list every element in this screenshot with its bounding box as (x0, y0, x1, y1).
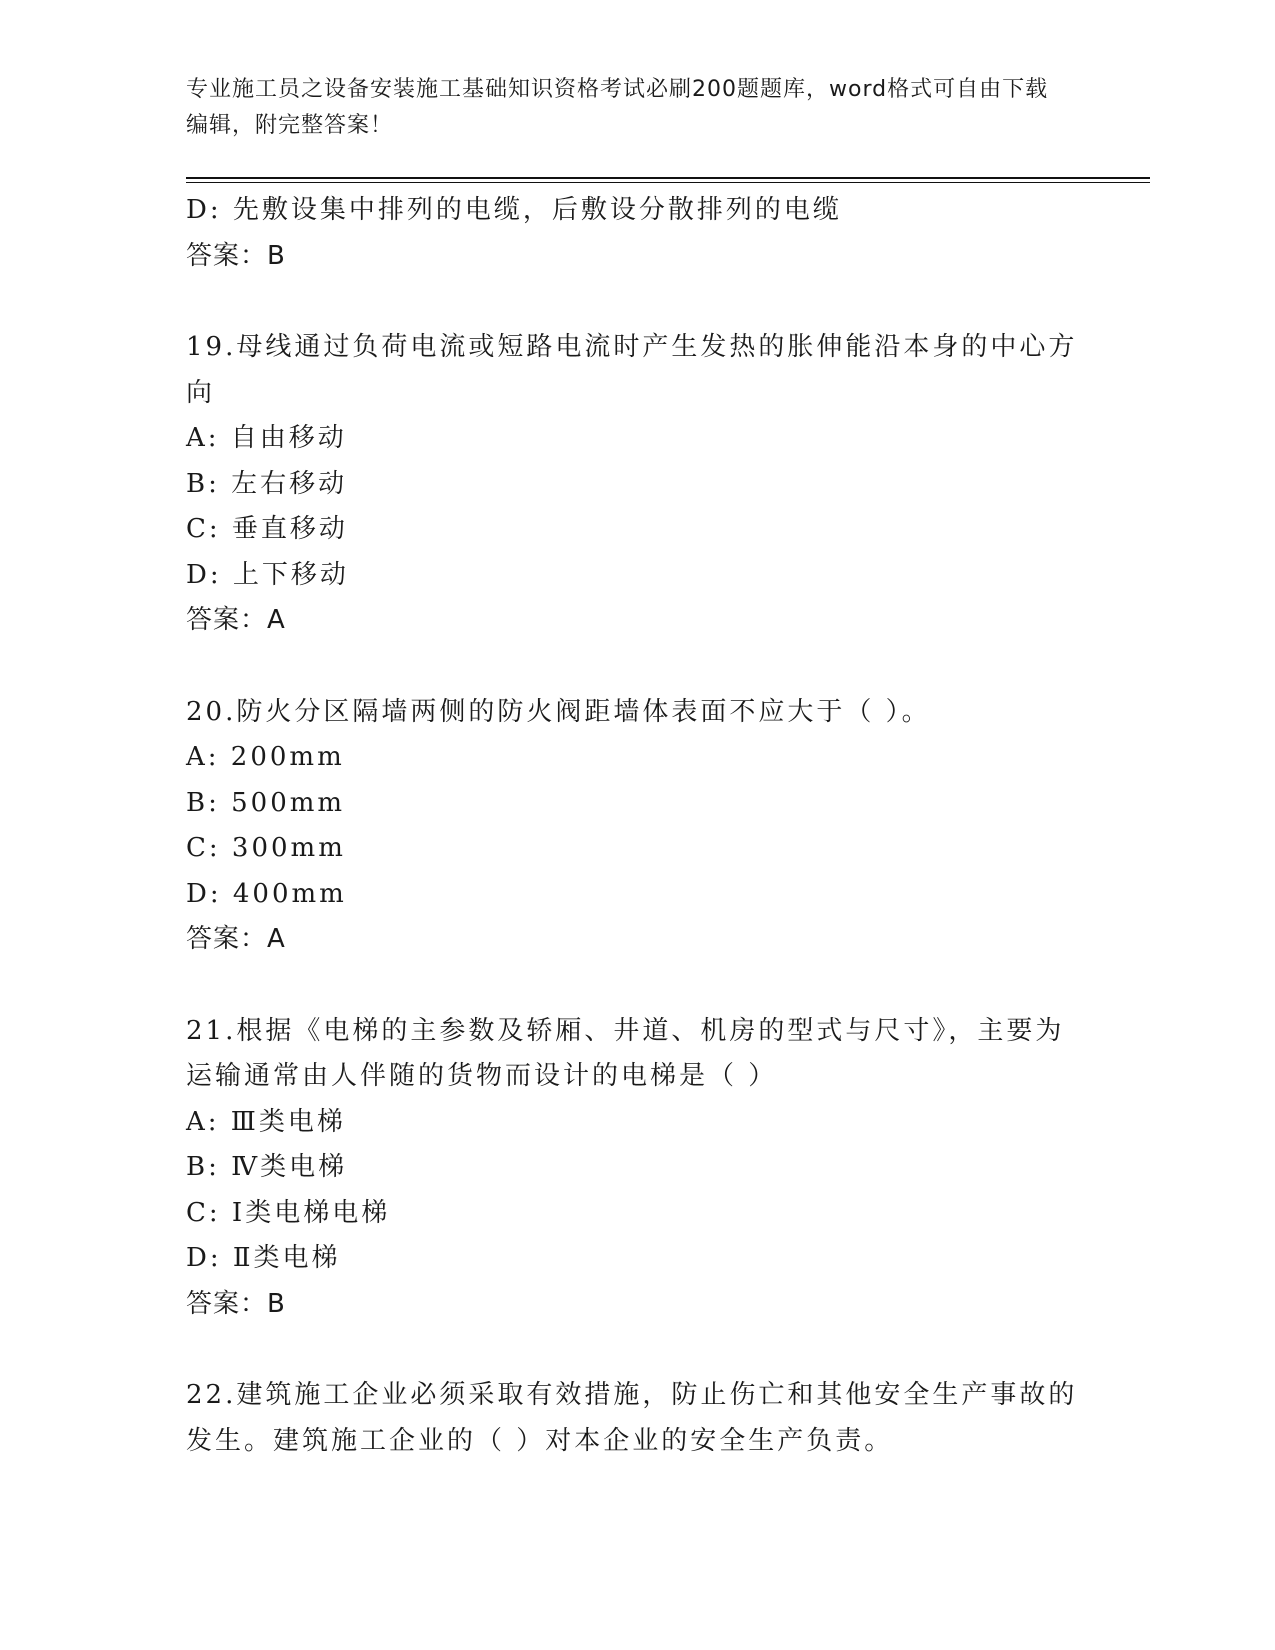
spacer (186, 644, 1076, 690)
option-a: A: 200mm (186, 742, 345, 772)
option-a: A: 自由移动 (186, 423, 347, 453)
question-text-continued: 向 (186, 377, 216, 408)
question-text: 21.根据《电梯的主参数及轿厢、井道、机房的型式与尺寸》，主要为 (186, 1015, 1065, 1046)
question-text: 20.防火分区隔墙两侧的防火阀距墙体表面不应大于（ ）。 (186, 696, 931, 727)
question-text: 19.母线通过负荷电流或短路电流时产生发热的胀伸能沿本身的中心方 (186, 332, 1078, 362)
option-b: B: Ⅳ类电梯 (186, 1152, 348, 1182)
answer: 答案：A (186, 605, 286, 635)
option-c: C: 垂直移动 (186, 514, 348, 544)
option-d: D: 上下移动 (186, 559, 349, 590)
option-c: C: Ⅰ类电梯电梯 (186, 1197, 391, 1228)
option-d: D: 400mm (186, 878, 347, 909)
option-b: B: 500mm (186, 787, 346, 818)
option-d: D: 先敷设集中排列的电缆，后敷设分散排列的电缆 (186, 195, 842, 225)
page-header: 专业施工员之设备安装施工基础知识资格考试必刷200题题库，word格式可自由下载编辑，附完整答案！ (186, 77, 1049, 138)
spacer (186, 963, 1076, 1009)
option-a: A: Ⅲ类电梯 (186, 1106, 346, 1137)
header-rule (186, 177, 1150, 179)
option-b: B: 左右移动 (186, 468, 348, 499)
question-text-continued: 发生。建筑施工企业的（ ）对本企业的安全生产负责。 (186, 1425, 894, 1456)
answer: 答案：B (186, 1288, 286, 1319)
spacer (186, 279, 1076, 325)
option-d: D: Ⅱ类电梯 (186, 1243, 341, 1273)
question-content (186, 188, 1076, 1464)
question-text-continued: 运输通常由人伴随的货物而设计的电梯是（ ） (186, 1061, 778, 1091)
question-text: 22.建筑施工企业必须采取有效措施，防止伤亡和其他安全生产事故的 (186, 1380, 1078, 1410)
option-c: C: 300mm (186, 833, 346, 863)
answer: 答案：B (186, 240, 286, 271)
header-rule-thin (186, 182, 1150, 183)
answer: 答案：A (186, 924, 286, 954)
spacer (186, 1327, 1076, 1373)
